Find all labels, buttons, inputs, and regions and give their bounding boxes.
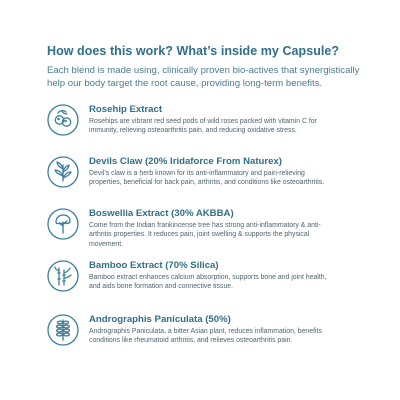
ingredient-description: Come from the Indian frankincense tree has strong anti-inflammatory & anti-arthritis properties. It reduces pain, joint swelling & supports the physical movement. [89,222,321,248]
ingredient-title: Boswellia Extract (30% AKBBA) [89,208,234,219]
ingredient-description: Rosehips are vibrant red seed pods of wild roses packed with vitamin C for immunity, relieving osteoarthritis pain, and reducing oxidative stress. [89,118,317,135]
andrographis-plant-icon [47,314,79,346]
ingredient-item-bamboo [47,260,367,310]
berries-icon [47,104,79,136]
ingredient-title: Andrographis Paniculata (50%) [89,314,231,325]
ingredient-title: Devils Claw (20% Iridaforce From Naturex) [89,156,283,167]
ingredient-title: Bamboo Extract (70% Silica) [89,260,219,271]
section-intro: Each blend is made using, clinically proven bio-actives that synergistically help our body target the root cause, providing long-term benefits. [47,65,360,90]
ingredient-description: Andrographis Paniculata, a bitter Asian plant, reduces inflammation, benefits conditions like rheumatoid arthritis, and relieves osteoarthritis pain. [89,328,322,345]
bamboo-icon [47,260,79,292]
ingredient-item-rosehip [47,104,367,154]
leaf-plant-icon [47,156,79,188]
ingredient-title: Rosehip Extract [89,104,163,115]
section-heading: How does this work? What’s inside my Capsule? [47,44,340,58]
ingredient-item-boswellia [47,208,367,258]
ingredient-item-devils-claw [47,156,367,206]
ingredient-description: Devil’s claw is a herb known for its anti-inflammatory and pain-relieving properties, beneficial for back pain, arthritis, and conditions like osteoarthritis. [89,170,325,187]
frankincense-tree-icon [47,208,79,240]
ingredient-description: Bamboo extract enhances calcium absorption, supports bone and joint health, and aids bone formation and connective tissue. [89,274,327,291]
ingredient-item-andrographis [47,314,367,364]
